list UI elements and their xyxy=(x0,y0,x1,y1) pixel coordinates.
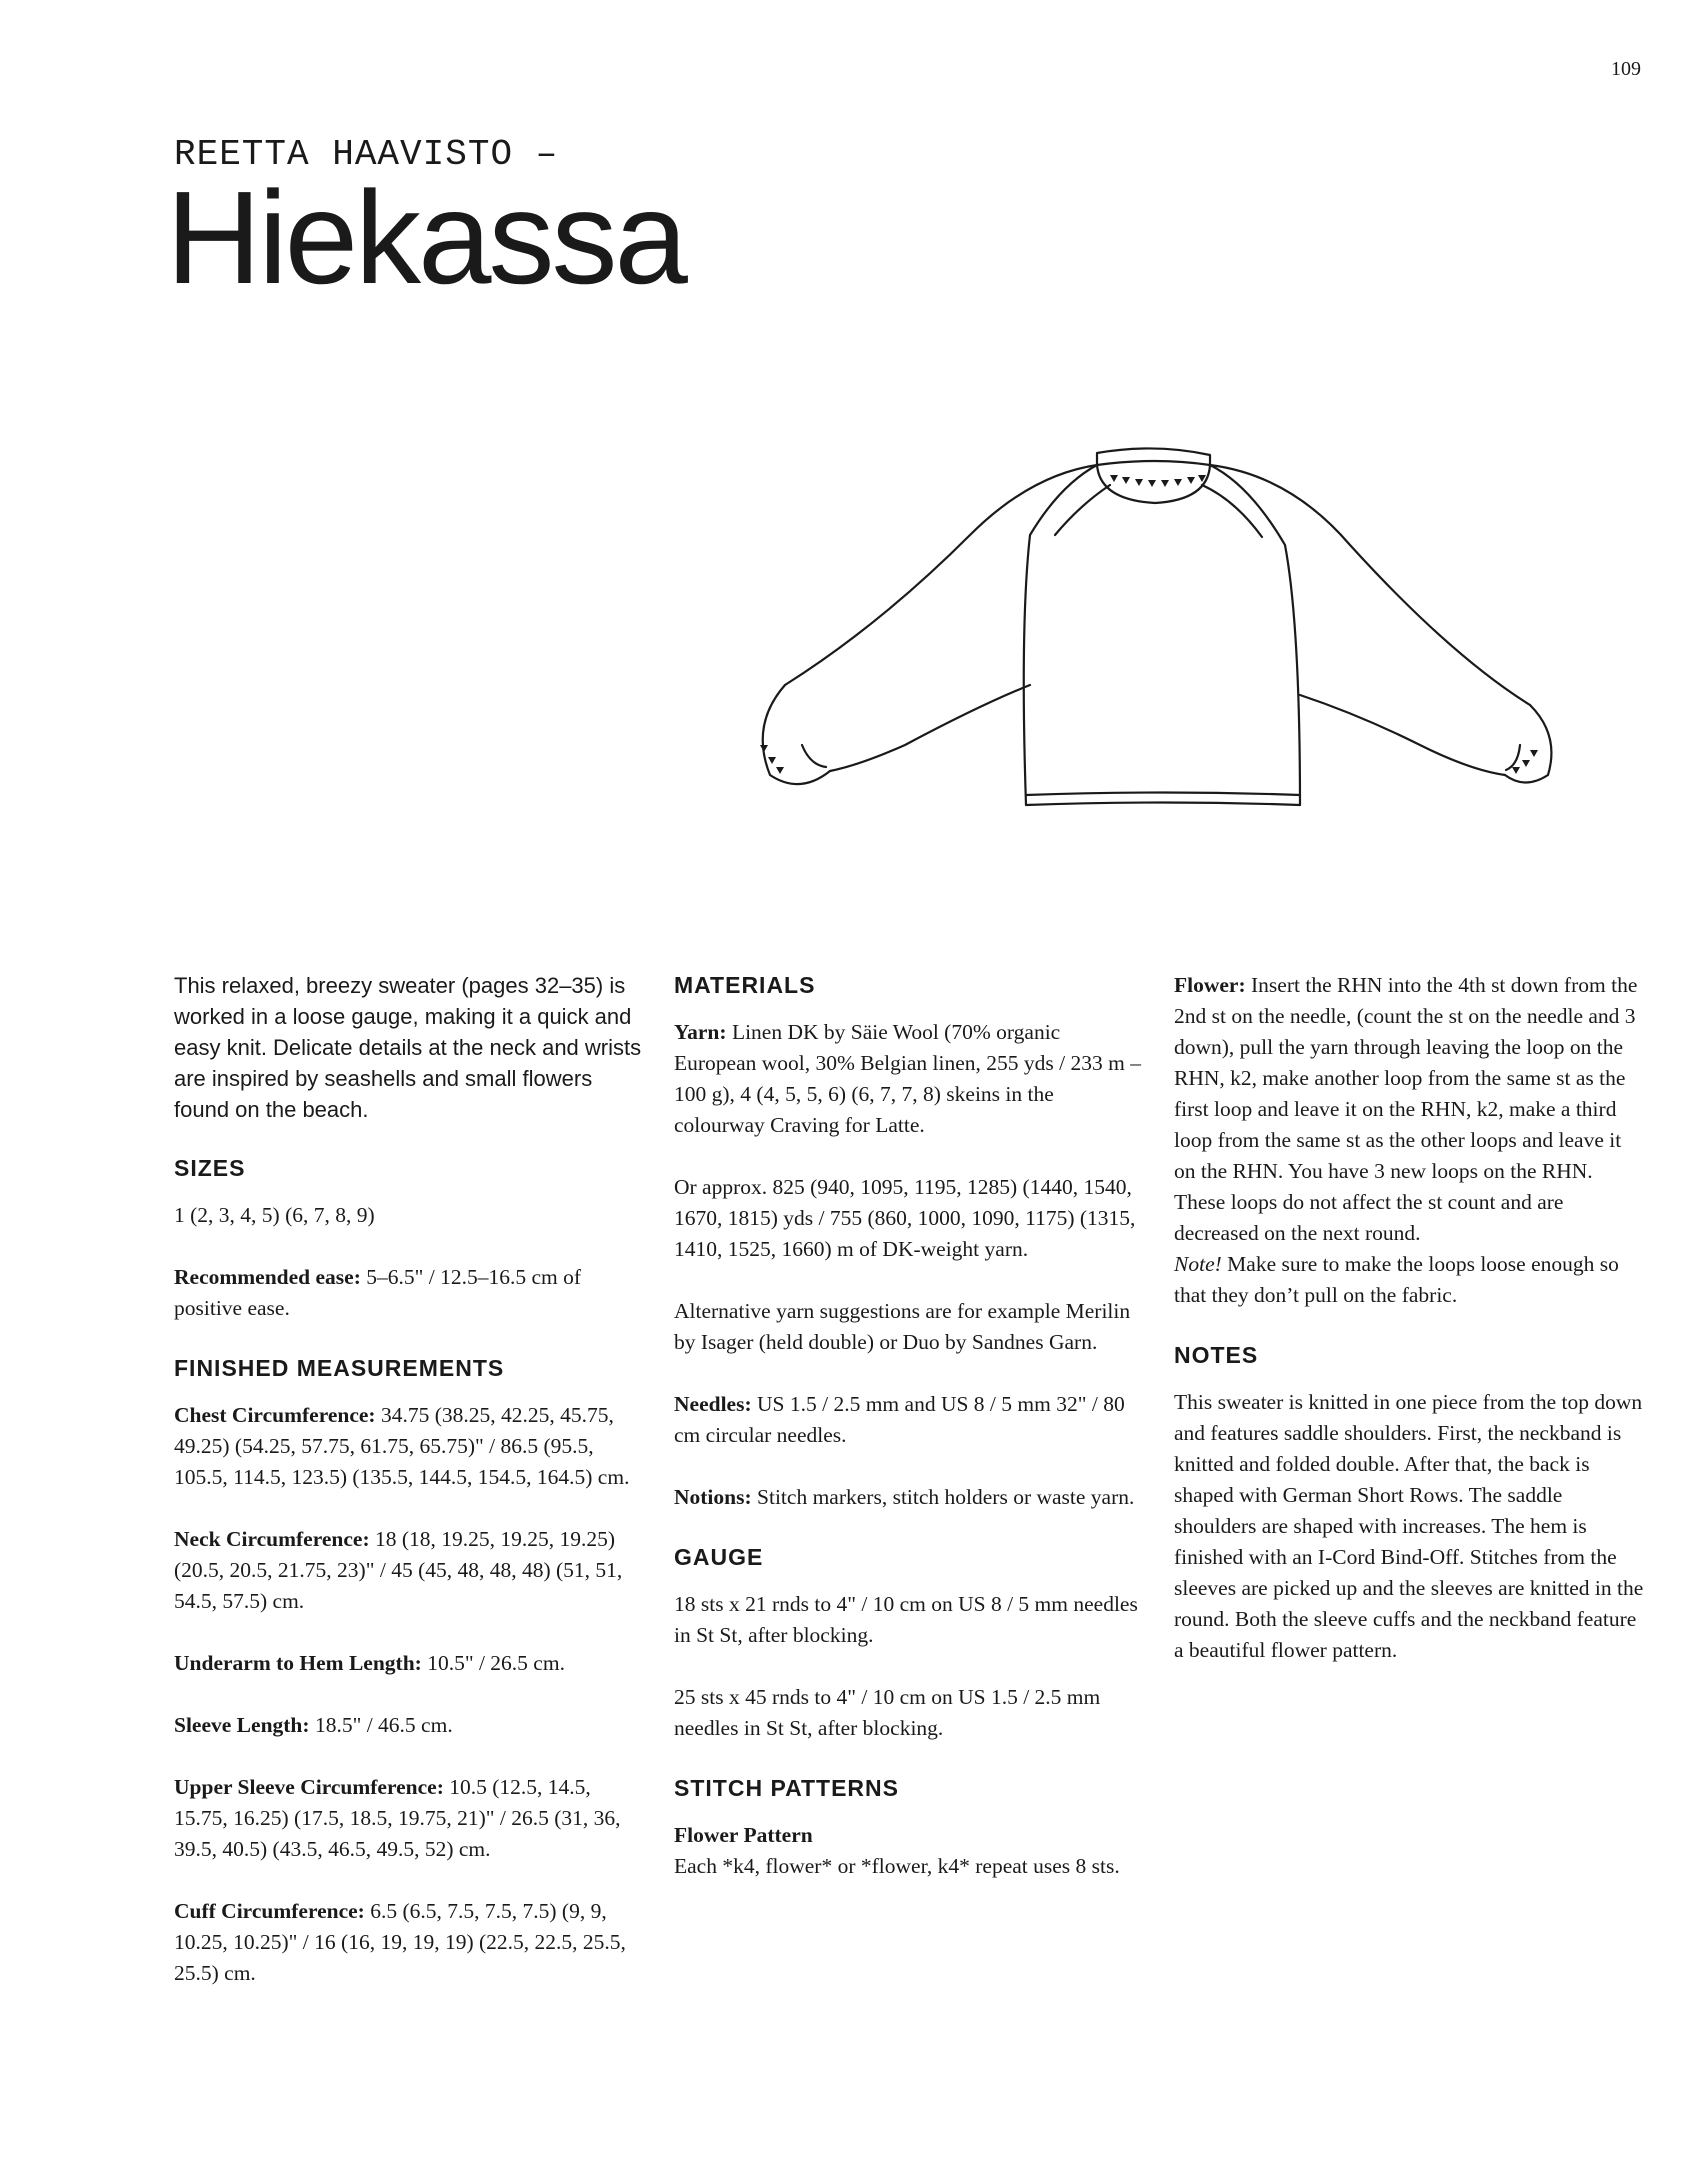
measurement-cuff xyxy=(174,1896,644,1989)
right-cuff-inner xyxy=(1506,745,1520,770)
sweater-sketch xyxy=(730,445,1590,845)
hem-ribbing xyxy=(1026,793,1300,796)
flower-instructions xyxy=(1174,970,1644,1249)
measurement-value: 18 (18, 19.25, 19.25, 19.25) (20.5, 20.5, 21.75, 23)" / 45 (45, 48, 48, 48) (51, 51, 54.5, 57.5) cm. xyxy=(174,1527,623,1613)
measurement-underarm xyxy=(174,1648,644,1679)
flower-pattern-label: Flower Pattern xyxy=(674,1823,813,1847)
needles-label: Needles: xyxy=(674,1392,752,1416)
measurement-label: Cuff Circumference: xyxy=(174,1899,365,1923)
body-right-edge xyxy=(1210,465,1300,805)
gauge-line-1: 18 sts x 21 rnds to 4" / 10 cm on US 8 / 5 mm needles in St St, after blocking. xyxy=(674,1592,1138,1647)
measurement-label: Chest Circumference: xyxy=(174,1403,376,1427)
designer-name: REETTA HAAVISTO – xyxy=(174,134,559,175)
measurement-neck xyxy=(174,1524,644,1617)
flower-pattern-subheading xyxy=(674,1820,1144,1851)
flower-text: Insert the RHN into the 4th st down from the 2nd st on the needle, (count the st on the needle and 3 down), pull the yarn through leaving the loop on the RHN, k2, make another loop from the same st as the first loop and leave it on the RHN, k2, make a third loop from the same st as the other loops and leave it on the RHN. You have 3 new loops on the RHN. These loops do not affect the st count and are decreased on the next round. xyxy=(1174,973,1638,1245)
gauge-line-2: 25 sts x 45 rnds to 4" / 10 cm on US 1.5 / 2.5 mm needles in St St, after blocking. xyxy=(674,1685,1101,1740)
measurement-value: 10.5" / 26.5 cm. xyxy=(421,1651,565,1675)
column-right xyxy=(1174,970,1644,1697)
sizes-heading: SIZES xyxy=(174,1155,246,1181)
right-raglan xyxy=(1202,485,1262,537)
note-label: Note! xyxy=(1174,1252,1222,1276)
right-cuff xyxy=(1505,705,1551,783)
hem xyxy=(1026,803,1300,806)
materials-needles xyxy=(674,1389,1144,1451)
materials-notions xyxy=(674,1482,1144,1513)
neck-flower xyxy=(1148,480,1156,487)
cuff-flower xyxy=(1530,750,1538,757)
measurement-value: 6.5 (6.5, 7.5, 7.5, 7.5) (9, 9, 10.25, 10.25)" / 16 (16, 19, 19, 19) (22.5, 22.5, 25.5, 25.5) cm. xyxy=(174,1899,626,1985)
neck-flower xyxy=(1161,480,1169,487)
measurement-value: 10.5 (12.5, 14.5, 15.75, 16.25) (17.5, 18.5, 19.75, 21)" / 26.5 (31, 36, 39.5, 40.5) (43.5, 46.5, 49.5, 52) cm. xyxy=(174,1775,621,1861)
left-cuff xyxy=(763,685,830,784)
neck-flower xyxy=(1110,475,1118,482)
notions-label: Notions: xyxy=(674,1485,752,1509)
note-text: Make sure to make the loops loose enough so that they don’t pull on the fabric. xyxy=(1174,1252,1619,1307)
neck-flower xyxy=(1187,477,1195,484)
yarn-label: Yarn: xyxy=(674,1020,727,1044)
flower-note xyxy=(1174,1249,1644,1311)
measurement-label: Underarm to Hem Length: xyxy=(174,1651,422,1675)
recommended-ease xyxy=(174,1262,644,1324)
cuff-flower xyxy=(776,767,784,774)
neck-flower xyxy=(1174,479,1182,486)
cuff-flower xyxy=(1512,767,1520,774)
materials-heading: MATERIALS xyxy=(674,972,816,998)
intro-text: This relaxed, breezy sweater (pages 32–35) is worked in a loose gauge, making it a quick and easy knit. Delicate details at the neck and wrists are inspired by seashells and small flowers found on the beach. xyxy=(174,973,642,1122)
ease-label: Recommended ease: xyxy=(174,1265,361,1289)
needles-text: US 1.5 / 2.5 mm and US 8 / 5 mm 32" / 80 cm circular needles. xyxy=(674,1392,1125,1447)
ease-text: 5–6.5" / 12.5–16.5 cm of positive ease. xyxy=(174,1265,582,1320)
materials-approx: Or approx. 825 (940, 1095, 1195, 1285) (1440, 1540, 1670, 1815) yds / 755 (860, 1000, 1090, 1175) (1315, 1410, 1525, 1660) m of DK-weight yarn. xyxy=(674,1175,1136,1261)
cuff-flower-motifs xyxy=(760,745,1538,774)
flower-label: Flower: xyxy=(1174,973,1246,997)
measurement-label: Upper Sleeve Circumference: xyxy=(174,1775,444,1799)
cuff-flower xyxy=(760,745,768,752)
measurement-upper-sleeve xyxy=(174,1772,644,1865)
left-sleeve-bottom xyxy=(830,685,1030,771)
cuff-flower xyxy=(768,757,776,764)
column-left xyxy=(174,970,644,1989)
stitch-patterns-heading: STITCH PATTERNS xyxy=(674,1775,899,1801)
measurement-chest xyxy=(174,1400,644,1493)
neck-flower xyxy=(1135,479,1143,486)
measurement-value: 34.75 (38.25, 42.25, 45.75, 49.25) (54.25, 57.75, 61.75, 65.75)" / 86.5 (95.5, 105.5, 114.5, 123.5) (135.5, 144.5, 154.5, 164.5) cm. xyxy=(174,1403,630,1489)
cuff-flower xyxy=(1522,760,1530,767)
flower-pattern-text: Each *k4, flower* or *flower, k4* repeat uses 8 sts. xyxy=(674,1854,1120,1878)
notes-heading: NOTES xyxy=(1174,1342,1259,1368)
measurement-sleeve-length xyxy=(174,1710,644,1741)
notions-text: Stitch markers, stitch holders or waste yarn. xyxy=(751,1485,1135,1509)
finished-measurements-heading: FINISHED MEASUREMENTS xyxy=(174,1355,505,1381)
left-sleeve-top xyxy=(785,465,1097,685)
gauge-heading: GAUGE xyxy=(674,1544,764,1570)
neckband-outline xyxy=(1097,448,1210,465)
left-cuff-inner xyxy=(802,745,826,767)
notes-text: This sweater is knitted in one piece from the top down and features saddle shoulders. First, the neckband is knitted and folded double. After that, the back is shaped with German Short Rows. The saddle shoulders are shaped with increases. The hem is finished with an I-Cord Bind-Off. Stitches from the sleeves are picked up and the sleeves are knitted in the round. Both the sleeve cuffs and the neckband feature a beautiful flower pattern. xyxy=(1174,1390,1644,1662)
measurement-value: 18.5" / 46.5 cm. xyxy=(309,1713,453,1737)
page-number: 109 xyxy=(1611,58,1641,80)
materials-yarn xyxy=(674,1017,1144,1141)
materials-alternative: Alternative yarn suggestions are for example Merilin by Isager (held double) or Duo by Sandnes Garn. xyxy=(674,1299,1131,1354)
measurement-label: Neck Circumference: xyxy=(174,1527,370,1551)
sizes-list: 1 (2, 3, 4, 5) (6, 7, 8, 9) xyxy=(174,1203,375,1227)
pattern-title: Hiekassa xyxy=(166,164,685,311)
body-left-edge xyxy=(1024,465,1097,805)
neck-flower-motifs xyxy=(1110,475,1206,487)
right-sleeve-bottom xyxy=(1300,695,1505,775)
column-middle xyxy=(674,970,1144,1913)
neck-flower xyxy=(1122,477,1130,484)
yarn-text: Linen DK by Säie Wool (70% organic European wool, 30% Belgian linen, 255 yds / 233 m – 100 g), 4 (4, 5, 5, 6) (6, 7, 7, 8) skeins in the colourway Craving for Latte. xyxy=(674,1020,1141,1137)
measurement-label: Sleeve Length: xyxy=(174,1713,310,1737)
right-sleeve-top xyxy=(1210,465,1530,705)
